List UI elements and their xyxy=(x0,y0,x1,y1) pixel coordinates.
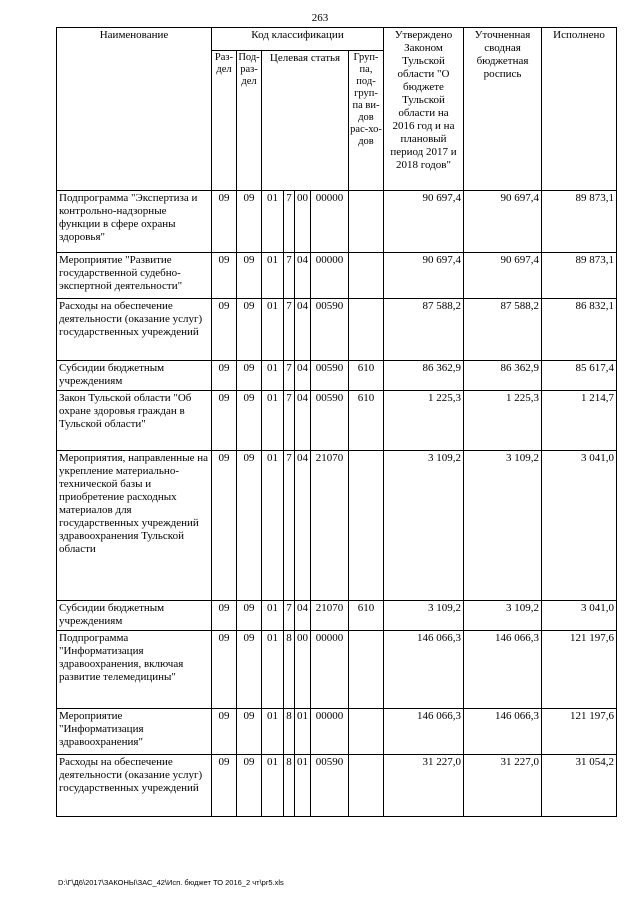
cell-name: Расходы на обеспечение деятельности (оказание услуг) государственных учреждений xyxy=(57,299,212,361)
table-row xyxy=(57,391,617,451)
cell-executed: 1 214,7 xyxy=(542,391,617,451)
cell-cs3: 04 xyxy=(295,253,311,299)
cell-podrazdel: 09 xyxy=(237,755,262,817)
cell-executed: 86 832,1 xyxy=(542,299,617,361)
cell-approved: 3 109,2 xyxy=(384,601,464,631)
cell-cs4: 00590 xyxy=(311,361,349,391)
cell-approved: 31 227,0 xyxy=(384,755,464,817)
cell-executed: 89 873,1 xyxy=(542,191,617,253)
cell-cs4: 00590 xyxy=(311,391,349,451)
table-row xyxy=(57,601,617,631)
cell-cs1: 01 xyxy=(262,299,284,361)
cell-razdel: 09 xyxy=(212,451,237,601)
cell-approved: 90 697,4 xyxy=(384,253,464,299)
cell-razdel: 09 xyxy=(212,299,237,361)
cell-podrazdel: 09 xyxy=(237,601,262,631)
cell-name: Мероприятие "Информатизация здравоохранения" xyxy=(57,709,212,755)
cell-cs3: 04 xyxy=(295,361,311,391)
cell-approved: 90 697,4 xyxy=(384,191,464,253)
cell-razdel: 09 xyxy=(212,191,237,253)
cell-podrazdel: 09 xyxy=(237,709,262,755)
cell-cs4: 00590 xyxy=(311,755,349,817)
cell-cs4: 00590 xyxy=(311,299,349,361)
header-subsection: Под-раз-дел xyxy=(237,50,262,190)
table-row xyxy=(57,361,617,391)
page-number: 263 xyxy=(311,12,329,24)
cell-cs2: 7 xyxy=(284,253,295,299)
cell-podrazdel: 09 xyxy=(237,253,262,299)
cell-refined: 146 066,3 xyxy=(464,709,542,755)
table-row xyxy=(57,709,617,755)
cell-cs3: 04 xyxy=(295,451,311,601)
table-row xyxy=(57,299,617,361)
table-row xyxy=(57,253,617,299)
cell-cs1: 01 xyxy=(262,755,284,817)
cell-cs3: 00 xyxy=(295,191,311,253)
table-row xyxy=(57,451,617,601)
cell-executed: 121 197,6 xyxy=(542,709,617,755)
cell-cs3: 04 xyxy=(295,391,311,451)
cell-cs2: 7 xyxy=(284,191,295,253)
cell-vid xyxy=(349,631,384,709)
cell-refined: 3 109,2 xyxy=(464,601,542,631)
cell-name: Закон Тульской области "Об охране здоровья граждан в Тульской области" xyxy=(57,391,212,451)
cell-vid xyxy=(349,709,384,755)
cell-razdel: 09 xyxy=(212,361,237,391)
header-code-group: Код классификации xyxy=(212,28,384,51)
table-row xyxy=(57,755,617,817)
cell-vid: 610 xyxy=(349,601,384,631)
header-refined: Уточненная сводная бюджетная роспись xyxy=(464,28,542,191)
cell-executed: 3 041,0 xyxy=(542,451,617,601)
cell-name: Расходы на обеспечение деятельности (оказание услуг) государственных учреждений xyxy=(57,755,212,817)
cell-cs2: 7 xyxy=(284,391,295,451)
cell-refined: 3 109,2 xyxy=(464,451,542,601)
cell-executed: 3 041,0 xyxy=(542,601,617,631)
cell-podrazdel: 09 xyxy=(237,299,262,361)
cell-approved: 87 588,2 xyxy=(384,299,464,361)
cell-refined: 31 227,0 xyxy=(464,755,542,817)
cell-refined: 86 362,9 xyxy=(464,361,542,391)
cell-razdel: 09 xyxy=(212,755,237,817)
cell-cs2: 8 xyxy=(284,631,295,709)
cell-cs2: 8 xyxy=(284,709,295,755)
cell-razdel: 09 xyxy=(212,631,237,709)
cell-vid: 610 xyxy=(349,361,384,391)
cell-vid xyxy=(349,253,384,299)
cell-approved: 3 109,2 xyxy=(384,451,464,601)
cell-refined: 1 225,3 xyxy=(464,391,542,451)
header-section: Раз-дел xyxy=(212,50,237,190)
header-row-1 xyxy=(57,28,617,51)
cell-name: Мероприятия, направленные на укрепление материально-технической базы и приобретение расходных материалов для государственных учреждений здравоохранения Тульской области xyxy=(57,451,212,601)
cell-vid: 610 xyxy=(349,391,384,451)
cell-cs1: 01 xyxy=(262,361,284,391)
cell-cs4: 00000 xyxy=(311,709,349,755)
cell-refined: 90 697,4 xyxy=(464,191,542,253)
cell-razdel: 09 xyxy=(212,601,237,631)
cell-cs3: 00 xyxy=(295,631,311,709)
cell-podrazdel: 09 xyxy=(237,391,262,451)
cell-cs4: 00000 xyxy=(311,191,349,253)
cell-approved: 146 066,3 xyxy=(384,709,464,755)
cell-vid xyxy=(349,451,384,601)
cell-refined: 87 588,2 xyxy=(464,299,542,361)
header-executed: Исполнено xyxy=(542,28,617,191)
cell-cs2: 8 xyxy=(284,755,295,817)
cell-cs3: 04 xyxy=(295,299,311,361)
cell-cs2: 7 xyxy=(284,361,295,391)
table-row xyxy=(57,631,617,709)
cell-razdel: 09 xyxy=(212,709,237,755)
cell-name: Субсидии бюджетным учреждениям xyxy=(57,361,212,391)
cell-executed: 85 617,4 xyxy=(542,361,617,391)
cell-vid xyxy=(349,299,384,361)
cell-cs1: 01 xyxy=(262,451,284,601)
cell-cs1: 01 xyxy=(262,253,284,299)
cell-cs3: 01 xyxy=(295,755,311,817)
cell-vid xyxy=(349,191,384,253)
header-approved: Утверждено Законом Тульской области "О бюджете Тульской области на 2016 год и на плановый период 2017 и 2018 годов" xyxy=(384,28,464,191)
cell-cs4: 21070 xyxy=(311,601,349,631)
cell-cs4: 21070 xyxy=(311,451,349,601)
cell-podrazdel: 09 xyxy=(237,631,262,709)
cell-name: Мероприятие "Развитие государственной судебно-экспертной деятельности" xyxy=(57,253,212,299)
cell-cs2: 7 xyxy=(284,299,295,361)
header-target-article: Целевая статья xyxy=(262,50,349,190)
cell-approved: 1 225,3 xyxy=(384,391,464,451)
cell-cs1: 01 xyxy=(262,391,284,451)
cell-approved: 146 066,3 xyxy=(384,631,464,709)
cell-refined: 146 066,3 xyxy=(464,631,542,709)
cell-cs1: 01 xyxy=(262,631,284,709)
cell-cs4: 00000 xyxy=(311,253,349,299)
header-name: Наименование xyxy=(57,28,212,191)
cell-cs3: 04 xyxy=(295,601,311,631)
footer-file-path: D:\Г\Д6\2017\ЗАКОНЫ\ЗАС_42\Исп. бюджет ТО 2016_2 чт\pr5.xls xyxy=(58,878,284,887)
cell-cs1: 01 xyxy=(262,601,284,631)
cell-executed: 121 197,6 xyxy=(542,631,617,709)
cell-name: Подпрограмма "Экспертиза и контрольно-надзорные функции в сфере охраны здоровья" xyxy=(57,191,212,253)
cell-podrazdel: 09 xyxy=(237,361,262,391)
cell-cs3: 01 xyxy=(295,709,311,755)
cell-executed: 89 873,1 xyxy=(542,253,617,299)
cell-approved: 86 362,9 xyxy=(384,361,464,391)
cell-name: Субсидии бюджетным учреждениям xyxy=(57,601,212,631)
cell-razdel: 09 xyxy=(212,391,237,451)
cell-podrazdel: 09 xyxy=(237,191,262,253)
table-row xyxy=(57,191,617,253)
header-expense-group: Груп-па, под-груп-па ви-дов рас-хо-дов xyxy=(349,50,384,190)
cell-refined: 90 697,4 xyxy=(464,253,542,299)
cell-cs2: 7 xyxy=(284,601,295,631)
cell-vid xyxy=(349,755,384,817)
cell-podrazdel: 09 xyxy=(237,451,262,601)
cell-cs4: 00000 xyxy=(311,631,349,709)
cell-cs1: 01 xyxy=(262,709,284,755)
cell-cs1: 01 xyxy=(262,191,284,253)
cell-razdel: 09 xyxy=(212,253,237,299)
cell-executed: 31 054,2 xyxy=(542,755,617,817)
cell-name: Подпрограмма "Информатизация здравоохранения, включая развитие телемедицины" xyxy=(57,631,212,709)
budget-table xyxy=(56,27,617,817)
cell-cs2: 7 xyxy=(284,451,295,601)
